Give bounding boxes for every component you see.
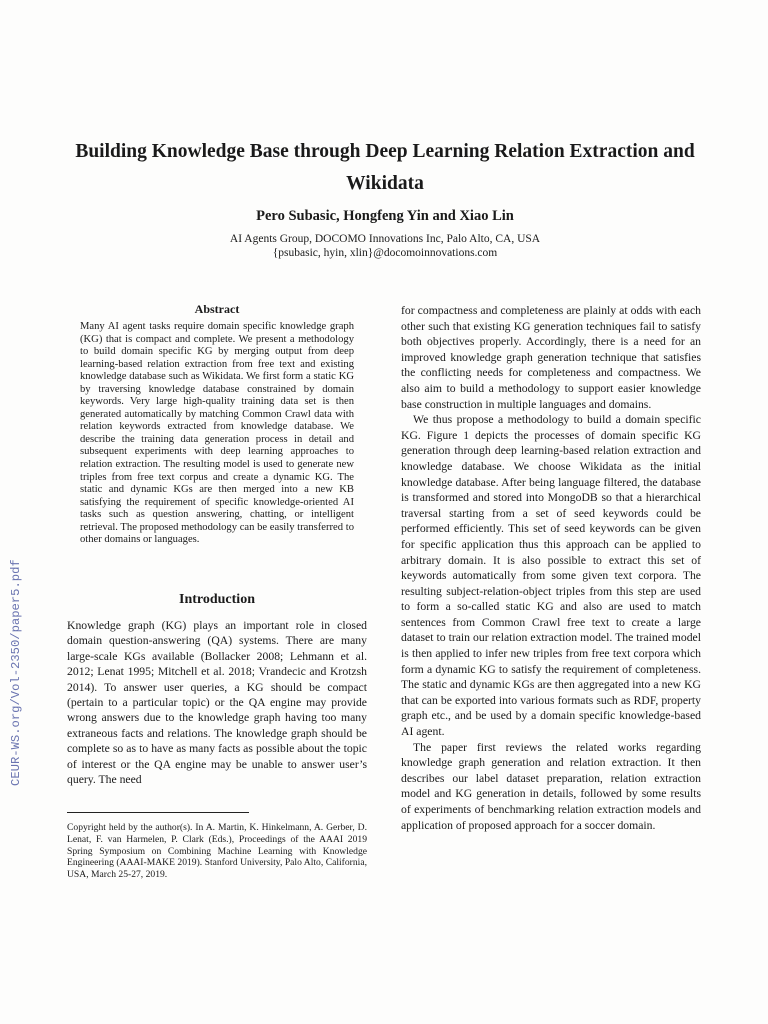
introduction-heading: Introduction: [179, 592, 255, 607]
author-affiliation-block: [60, 232, 710, 260]
right-paragraph-2: We thus propose a methodology to build a domain specific KG. Figure 1 depicts the processes of domain specific KG generation through deep learning-based relation extraction and knowledge database. We choose Wikidata as the initial knowledge database. After being language filtered, the database is transformed and stored into MongoDB so that a hierarchical traversal starting from a set of seed keywords could be performed efficiently. This set of seed keywords can be given for specific application thus this approach can be applied to arbitrary domain. It is also possible to extract this set of keywords automatically from some given text corpora. The resulting subject-relation-object triples from this step are used to form a so-called static KG and also are used to match sentences from Common Crawl free text to create a large dataset to train our relation extraction model. The trained model is then applied to infer new triples from free text corpora which form a dynamic KG to satisfy the requirement of completeness. The static and dynamic KGs are then aggregated into a new KG that can be exported into various formats such as RDF, property graph etc., and be used by a domain specific knowledge-based AI agent.: [401, 413, 701, 739]
affiliation: AI Agents Group, DOCOMO Innovations Inc, Palo Alto, CA, USA: [229, 233, 541, 245]
copyright-footnote: Copyright held by the author(s). In A. Martin, K. Hinkelmann, A. Gerber, D. Lenat, F. van Harmelen, P. Clark (Eds.), Proceedings of the AAAI 2019 Spring Symposium on Combining Machine Learning with Knowledge Engineering (AAAI-MAKE 2019). Stanford University, Palo Alto, California, USA, March 25-27, 2019.: [67, 822, 367, 881]
paper-authors: Pero Subasic, Hongfeng Yin and Xiao Lin: [256, 208, 514, 224]
author-emails: {psubasic, hyin, xlin}@docomoinnovations.com: [272, 247, 498, 259]
ceur-side-label[interactable]: CEUR-WS.org/Vol-2350/paper5.pdf: [9, 559, 23, 786]
paper-title: Building Knowledge Base through Deep Learning Relation Extraction and Wikidata: [75, 141, 695, 194]
abstract-heading: Abstract: [194, 302, 240, 316]
abstract-text: Many AI agent tasks require domain specific knowledge graph (KG) that is compact and complete. We present a methodology to build domain specific KG by merging output from deep learning-based relation extraction from free text and existing knowledge database such as Wikidata. We first form a static KG by traversing knowledge database constrained by domain keywords. Very large high-quality training data set is then generated automatically by matching Common Crawl data with relation keywords extracted from knowledge database. We describe the training data generation process in detail and subsequent experiments with deep learning approaches to relation extraction. The resulting model is used to generate new triples from free text corpus and create a dynamic KG. The static and dynamic KGs are then merged into a new KB satisfying the requirement of specific knowledge-oriented AI tasks such as question answering, chatting, or intelligent retrieval. The proposed methodology can be easily transferred to other domains or languages.: [80, 321, 354, 546]
right-column: [401, 303, 701, 833]
right-paragraph-3: The paper first reviews the related works regarding knowledge graph generation and relation extraction. It then describes our label dataset preparation, relation extraction model and KG generation in details, followed by some results of experiments of benchmarking relation extraction models and application of proposed approach for a soccer domain.: [401, 740, 701, 832]
footnote-rule: [67, 812, 249, 813]
introduction-text: Knowledge graph (KG) plays an important role in closed domain question-answering (QA) systems. There are many large-scale KGs available (Bollacker 2008; Lehmann et al. 2012; Lenat 1995; Mitchell et al. 2018; Vrandecic and Krotzsh 2014). To answer user queries, a KG should be compact (pertain to a particular topic) or the QA engine may provide wrong answers due to the knowledge graph having too many extraneous facts and relations. The knowledge graph should be complete so as to have as many facts as possible about the topic of interest or the QA engine may be unable to answer user’s query. The need: [67, 619, 367, 787]
right-paragraph-1: for compactness and completeness are plainly at odds with each other such that existing KG generation techniques fail to satisfy both objectives properly. Accordingly, there is a need for an improved knowledge graph generation technique that satisfies the conflicting needs for completeness and compactness. We also aim to build a methodology to support easier knowledge base construction in multiple languages and domains.: [401, 304, 701, 411]
